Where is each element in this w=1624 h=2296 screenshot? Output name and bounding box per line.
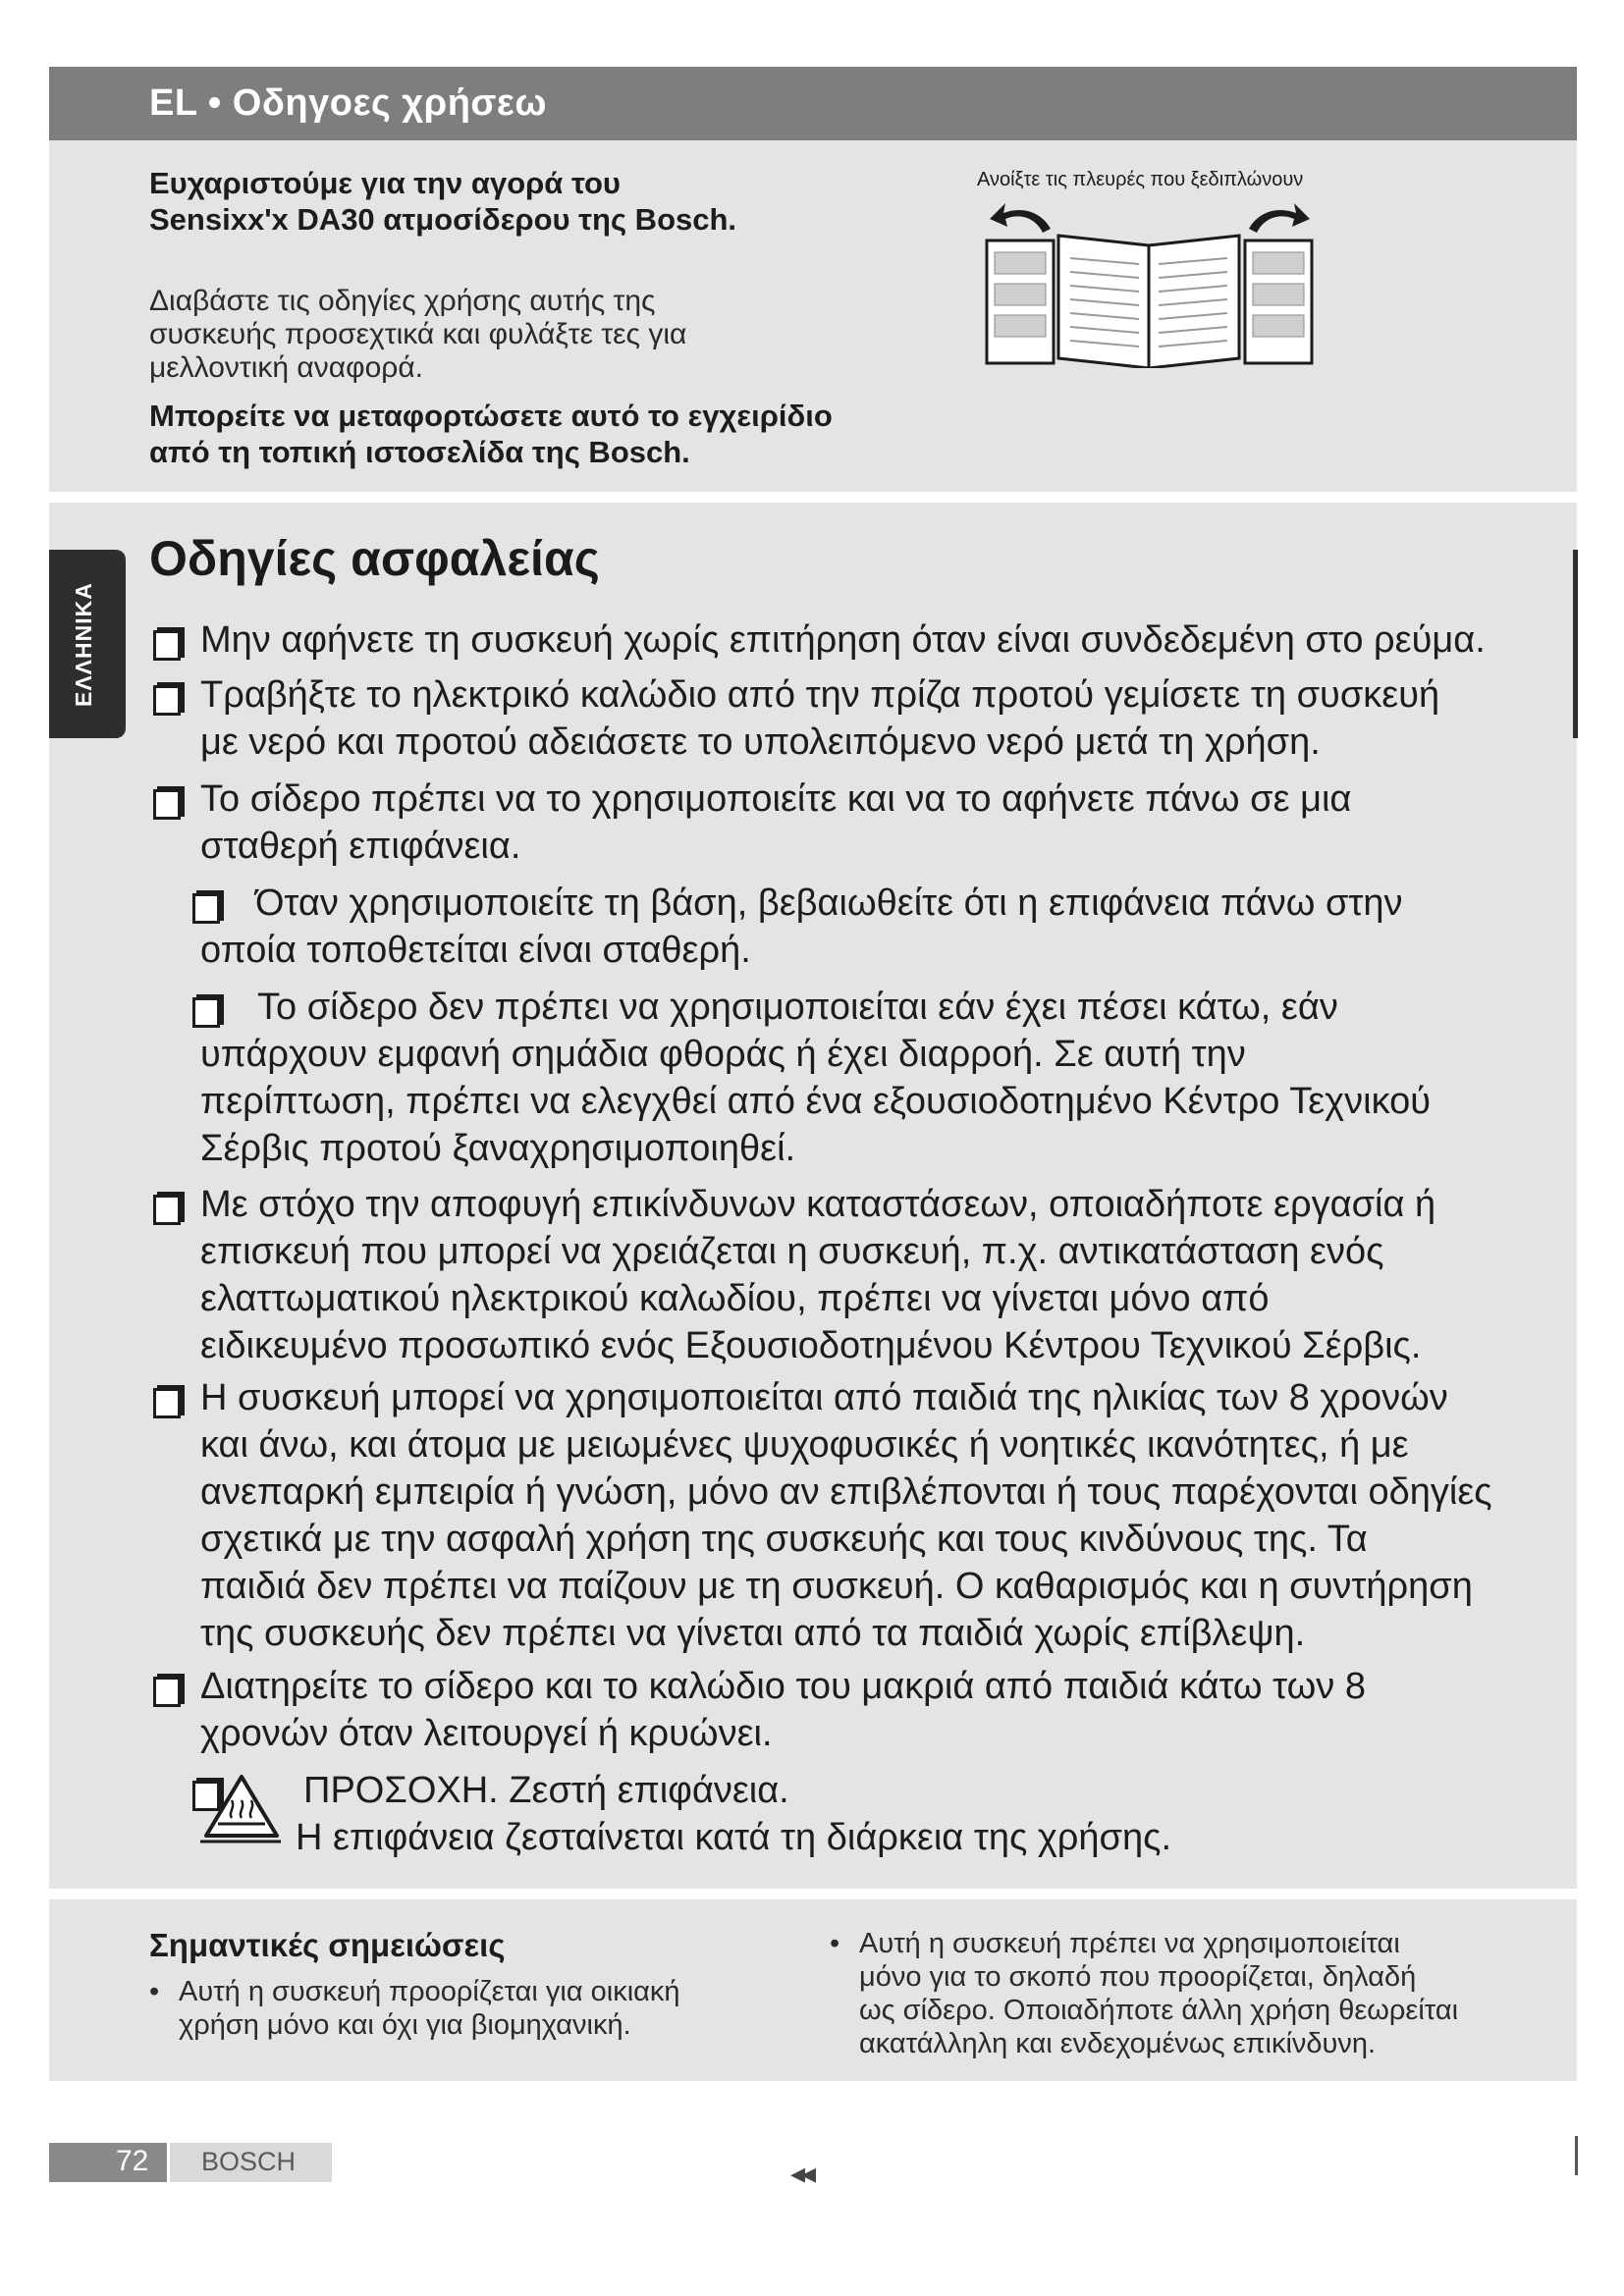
safety-item-line: και άνω, και άτομα με μειωμένες ψυχοφυσικές ή νοητικές ικανότητες, ή με <box>200 1424 1409 1466</box>
safety-item-line: Διατηρείτε το σίδερο και το καλώδιο του μακριά από παιδιά κάτω των 8 <box>200 1666 1366 1707</box>
note-line: ως σίδερο. Οποιαδήποτε άλλη χρήση θεωρείται <box>859 1995 1459 2026</box>
safety-item-line: Μην αφήνετε τη συσκευή χωρίς επιτήρηση όταν είναι συνδεδεμένη στο ρεύμα. <box>200 619 1486 661</box>
safety-item-line: σταθερή επιφάνεια. <box>200 826 521 867</box>
note-line: μόνο για το σκοπό που προορίζεται, δηλαδή <box>859 1961 1417 1993</box>
bullet-dot-icon: • <box>149 1976 160 2007</box>
safety-item-line: οποία τοποθετείται είναι σταθερή. <box>200 930 751 971</box>
hot-surface-warning <box>149 1767 1563 1875</box>
note-line: ακατάλληλη και ενδεχομένως επικίνδυνη. <box>859 2028 1377 2059</box>
header-title: EL • Οδηγοες χρήσεω <box>149 82 548 124</box>
safety-item-line: χρονών όταν λειτουργεί ή κρυώνει. <box>200 1713 773 1754</box>
safety-item-line: με νερό και προτού αδειάσετε το υπολειπόμενο νερό μετά τη χρήση. <box>200 721 1321 763</box>
notes-title: Σημαντικές σημειώσεις <box>149 1927 506 1963</box>
page-number: 72 <box>116 2145 149 2177</box>
safety-title: Οδηγίες ασφαλείας <box>149 531 600 586</box>
checkbox-bullet-icon <box>153 1677 181 1707</box>
safety-item-line: ελαττωματικού ηλεκτρικού καλωδίου, πρέπει να γίνεται μόνο από <box>200 1278 1270 1319</box>
brand-label: BOSCH <box>201 2147 297 2176</box>
safety-item-line: παιδιά δεν πρέπει να παίζουν με τη συσκευή. Ο καθαρισμός και η συντήρηση <box>200 1566 1473 1607</box>
intro-thanks <box>149 165 736 238</box>
safety-item-line: Το σίδερο πρέπει να το χρησιμοποιείτε και να το αφήνετε πάνω σε μια <box>200 778 1352 820</box>
safety-item-line: ανεπαρκή εμπειρία ή γνώση, μόνο αν επιβλέπονται ή τους παρέχονται οδηγίες <box>200 1471 1492 1513</box>
checkbox-bullet-icon <box>192 997 220 1028</box>
safety-item-line: ειδικευμένο προσωπικό ενός Εξουσιοδοτημένου Κέντρου Τεχνικού Σέρβις. <box>200 1325 1422 1366</box>
safety-item-line: Όταν χρησιμοποιείτε τη βάση, βεβαιωθείτε ότι η επιφάνεια πάνω στην <box>255 882 1403 924</box>
language-side-tab-label: ΕΛΛΗΝΙΚΑ <box>71 582 96 707</box>
safety-item-line: Το σίδερο δεν πρέπει να χρησιμοποιείται εάν έχει πέσει κάτω, εάν <box>257 987 1338 1028</box>
checkbox-bullet-icon <box>153 789 181 820</box>
intro-thanks-line: Ευχαριστούμε για την αγορά του <box>149 166 621 200</box>
intro-download-line: από τη τοπική ιστοσελίδα της Bosch. <box>149 435 690 469</box>
note-line: Αυτή η συσκευή προορίζεται για οικιακή <box>179 1976 680 2007</box>
safety-item-line: Με στόχο την αποφυγή επικίνδυνων καταστάσεων, οποιαδήποτε εργασία ή <box>200 1184 1436 1225</box>
page-number-box <box>49 2143 167 2182</box>
safety-item-line: της συσκευής δεν πρέπει να γίνεται από τα παιδιά χωρίς επίβλεψη. <box>200 1613 1306 1654</box>
safety-item-line: Τραβήξτε το ηλεκτρικό καλώδιο από την πρίζα προτού γεμίσετε τη συσκευή <box>200 674 1440 716</box>
checkbox-bullet-icon <box>192 893 220 924</box>
safety-item-line: υπάρχουν εμφανή σημάδια φθοράς ή έχει διαρροή. Σε αυτή την <box>200 1034 1246 1075</box>
safety-item-line: περίπτωση, πρέπει να ελεγχθεί από ένα εξουσιοδοτημένο Κέντρο Τεχνικού <box>200 1081 1432 1122</box>
intro-read <box>149 285 686 385</box>
right-edge-marker <box>1573 550 1578 738</box>
warning-text: Η επιφάνεια ζεσταίνεται κατά τη διάρκεια της χρήσης. <box>296 1817 1171 1858</box>
note-line: Αυτή η συσκευή πρέπει να χρησιμοποιείται <box>859 1928 1400 1959</box>
note-line: χρήση μόνο και όχι για βιομηχανική. <box>179 2009 631 2041</box>
intro-read-line: συσκευής προσεχτικά και φυλάξτε τες για <box>149 318 687 350</box>
checkbox-bullet-icon <box>153 630 181 661</box>
checkbox-bullet-icon <box>153 685 181 716</box>
checkbox-bullet-icon <box>153 1195 181 1225</box>
intro-read-line: μελλοντική αναφορά. <box>149 351 423 384</box>
intro-download <box>149 398 833 470</box>
intro-download-line: Μπορείτε να μεταφορτώσετε αυτό το εγχειρίδιο <box>149 399 833 433</box>
intro-read-line: Διαβάστε τις οδηγίες χρήσης αυτής της <box>149 285 656 317</box>
warning-title: ΠΡΟΣΟΧΗ. Ζεστή επιφάνεια. <box>303 1770 789 1811</box>
bullet-dot-icon: • <box>830 1928 840 1959</box>
fold-caption: Ανοίξτε τις πλευρές που ξεδιπλώνουν <box>977 169 1304 190</box>
back-nav-icon[interactable]: ◂◂ <box>790 2158 813 2190</box>
footer-edge-marker <box>1575 2136 1578 2175</box>
intro-thanks-line: Sensixx'x DA30 ατμοσίδερου της Bosch. <box>149 202 737 237</box>
checkbox-bullet-icon <box>153 1388 181 1418</box>
safety-item-line: Σέρβις προτού ξαναχρησιμοποιηθεί. <box>200 1128 796 1169</box>
safety-item-line: σχετικά με την ασφαλή χρήση της συσκευής και τους κινδύνους της. Τα <box>200 1519 1368 1560</box>
safety-item-line: Η συσκευή μπορεί να χρησιμοποιείται από παιδιά της ηλικίας των 8 χρονών <box>200 1377 1448 1418</box>
safety-item-line: επισκευή που μπορεί να χρειάζεται η συσκευή, π.χ. αντικατάσταση ενός <box>200 1231 1384 1272</box>
foldout-book-icon <box>982 201 1321 368</box>
hot-surface-warning-icon <box>200 1771 283 1843</box>
